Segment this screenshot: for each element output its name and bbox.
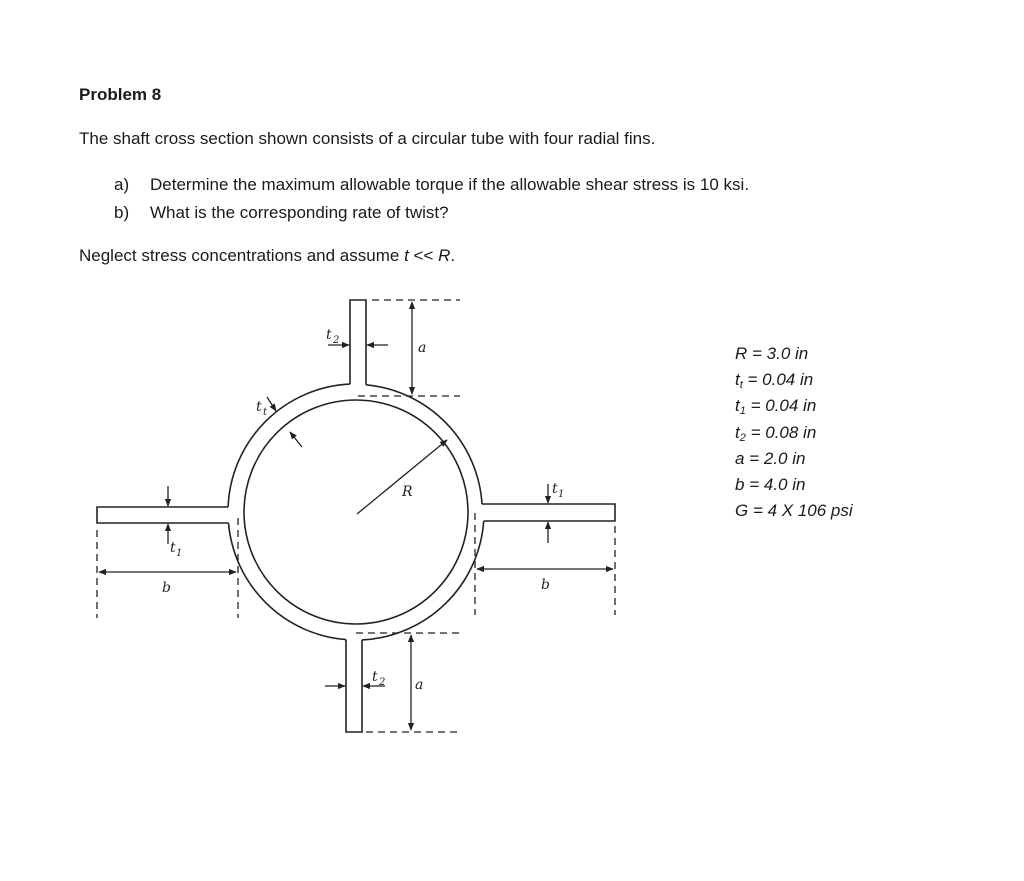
label-t2-bottom: t xyxy=(372,669,378,685)
fin-right xyxy=(482,504,615,521)
param-value: = 0.08 in xyxy=(745,422,817,442)
problem-intro: The shaft cross section shown consists of a circular tube with four radial fins. xyxy=(79,129,656,148)
label-tt-sub: t xyxy=(263,407,268,418)
note-mid: << xyxy=(408,246,439,265)
note-suffix: . xyxy=(450,246,456,265)
label-b-right: b xyxy=(541,577,550,593)
question-label: b) xyxy=(114,203,130,222)
dimension-lines xyxy=(97,300,615,732)
tt-arrow-inner xyxy=(290,432,302,447)
label-t1-right: t xyxy=(552,481,558,497)
radius-line xyxy=(357,440,447,514)
question-text: Determine the maximum allowable torque if the allowable shear stress is 10 ksi. xyxy=(150,175,750,194)
tt-arrow-outer xyxy=(267,397,276,411)
param-value: = 4.0 in xyxy=(744,475,806,495)
label-a-bottom: a xyxy=(415,677,424,693)
param-symbol: R xyxy=(735,344,748,363)
label-tt: t xyxy=(256,399,262,415)
fin-left xyxy=(97,507,229,523)
diagram-labels xyxy=(162,327,564,693)
param-value: = 2.0 in xyxy=(744,448,806,468)
param-subscript: 1 xyxy=(739,405,746,418)
param-subscript: t xyxy=(739,379,743,392)
param-symbol: t xyxy=(735,396,740,416)
note-t: t xyxy=(404,246,409,265)
fin-bottom xyxy=(346,640,362,732)
param-subscript: 2 xyxy=(739,431,746,444)
param-value: = 4 X 106 psi xyxy=(748,501,853,521)
question-label: a) xyxy=(114,175,130,194)
tube-inner-wall xyxy=(244,400,468,624)
param-value: = 3.0 in xyxy=(747,344,809,363)
label-t1-left: t xyxy=(170,540,176,556)
label-t2-top-sub: 2 xyxy=(333,335,340,346)
label-a-top: a xyxy=(418,340,427,356)
label-b-left: b xyxy=(162,580,171,596)
label-t2-bottom-sub: 2 xyxy=(379,677,386,688)
problem-title: Problem 8 xyxy=(79,85,162,104)
param-symbol: b xyxy=(735,475,745,495)
param-symbol: t xyxy=(735,422,740,442)
tube-outer-wall-bl xyxy=(229,523,347,640)
label-t1-right-sub: 1 xyxy=(558,489,565,500)
question-text: What is the corresponding rate of twist? xyxy=(150,203,449,222)
label-R: R xyxy=(402,484,413,500)
tube-and-fins xyxy=(97,300,615,732)
fin-top xyxy=(350,300,366,385)
label-t2-top: t xyxy=(326,327,332,343)
param-value: = 0.04 in xyxy=(745,396,817,416)
label-t1-left-sub: 1 xyxy=(176,548,183,559)
param-symbol: a xyxy=(735,448,745,468)
param-symbol: G xyxy=(735,501,749,521)
note-prefix: Neglect stress concentrations and assume xyxy=(79,246,405,265)
param-value: = 0.04 in xyxy=(742,370,814,390)
note-R: R xyxy=(438,246,451,265)
param-symbol: t xyxy=(735,370,740,390)
